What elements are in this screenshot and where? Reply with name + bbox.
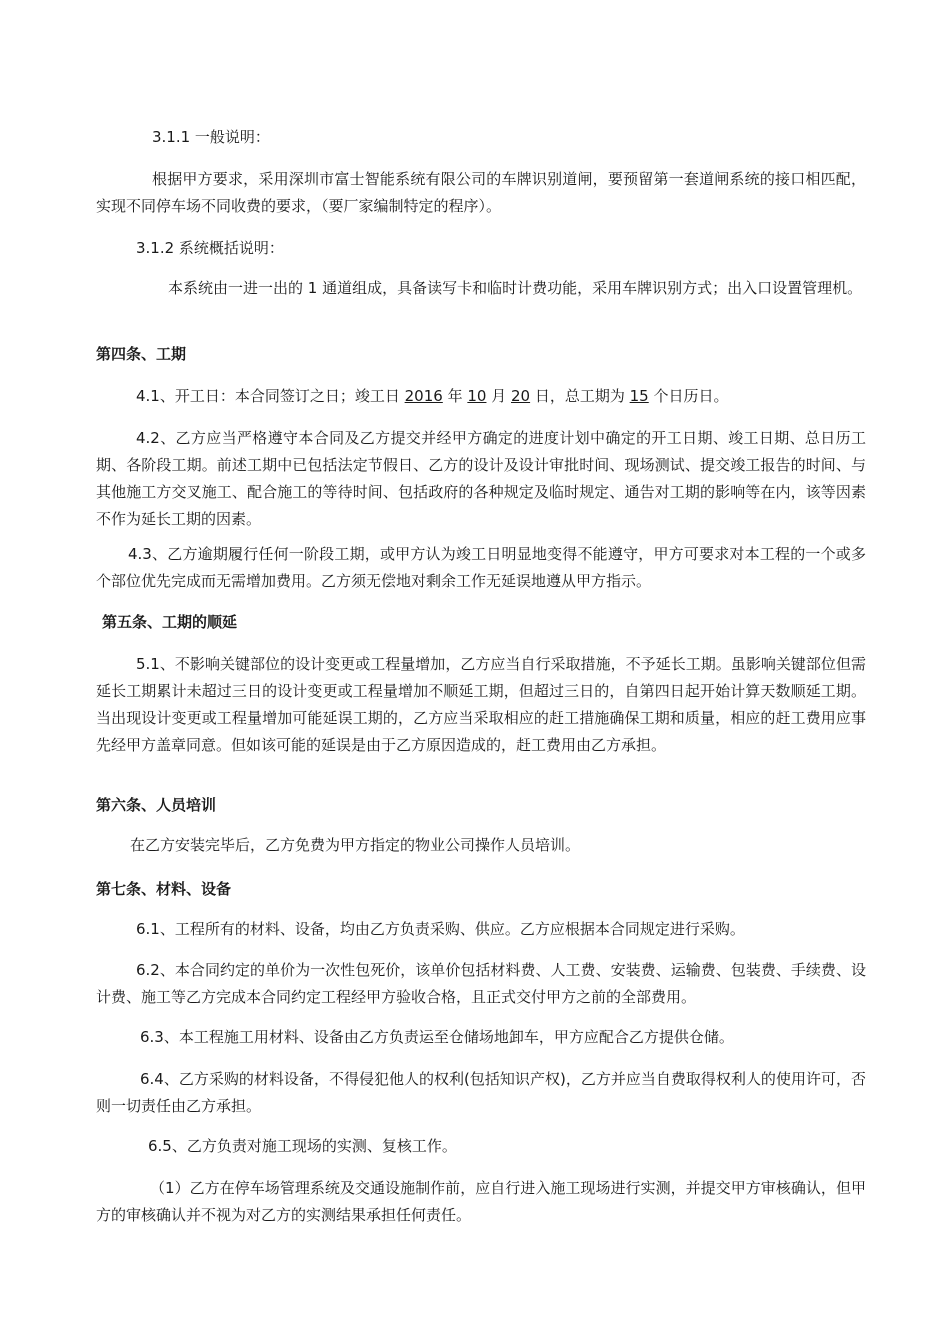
p41-text-c: 月 <box>486 387 511 405</box>
paragraph-6-5: 6.5、乙方负责对施工现场的实测、复核工作。 <box>148 1137 457 1155</box>
paragraph-6-5-1: （1）乙方在停车场管理系统及交通设施制作前，应自行进入施工现场进行实测，并提交甲方审核确认，但甲方的审核确认并不视为对乙方的实测结果承担任何责任。 <box>96 1179 866 1224</box>
p41-text-d: 日，总工期为 <box>530 387 630 405</box>
p41-text-a: 4.1、开工日：本合同签订之日；竣工日 <box>136 387 405 405</box>
p41-text-e: 个日历日。 <box>648 387 729 405</box>
article-5-heading: 第五条、工期的顺延 <box>102 613 238 631</box>
paragraph-5-1: 5.1、不影响关键部位的设计变更或工程量增加，乙方应当自行采取措施，不予延长工期。虽影响关键部位但需延长工期累计未超过三日的设计变更或工程量增加不顺延工期，但超过三日的，自第四日起开始计算天数顺延工期。当出现设计变更或工程量增加可能延误工期的，乙方应当采取相应的赶工措施确保工期和质量，相应的赶工费用应事先经甲方盖章同意。但如该可能的延误是由于乙方原因造成的，赶工费用由乙方承担。 <box>96 655 866 754</box>
paragraph-4-1 <box>96 383 866 410</box>
paragraph-4-3: 4.3、乙方逾期履行任何一阶段工期，或甲方认为竣工日明显地变得不能遵守，甲方可要求对本工程的一个或多个部位优先完成而无需增加费用。乙方须无偿地对剩余工作无延误地遵从甲方指示。 <box>96 545 866 590</box>
article-6-heading: 第六条、人员培训 <box>96 796 217 814</box>
paragraph-6-3: 6.3、本工程施工用材料、设备由乙方负责运至仓储场地卸车，甲方应配合乙方提供仓储。 <box>140 1028 734 1046</box>
completion-month: 10 <box>467 387 487 405</box>
paragraph-6-2: 6.2、本合同约定的单价为一次性包死价，该单价包括材料费、人工费、安装费、运输费、包装费、手续费、设计费、施工等乙方完成本合同约定工程经甲方验收合格，且正式交付甲方之前的全部费用。 <box>96 961 866 1006</box>
total-duration-days: 15 <box>629 387 649 405</box>
section-3-1-2-title: 3.1.2 系统概括说明： <box>136 239 284 257</box>
section-3-1-1-title: 3.1.1 一般说明： <box>152 128 270 146</box>
paragraph-6-training: 在乙方安装完毕后，乙方免费为甲方指定的物业公司操作人员培训。 <box>130 836 581 854</box>
p41-text-b: 年 <box>442 387 468 405</box>
completion-year: 2016 <box>404 387 443 405</box>
paragraph-4-2: 4.2、乙方应当严格遵守本合同及乙方提交并经甲方确定的进度计划中确定的开工日期、竣工日期、总日历工期、各阶段工期。前述工期中已包括法定节假日、乙方的设计及设计审批时间、现场测试、提交竣工报告的时间、与其他施工方交叉施工、配合施工的等待时间、包括政府的各种规定及临时规定、通告对工期的影响等在内，该等因素不作为延长工期的因素。 <box>96 429 866 528</box>
paragraph-6-1: 6.1、工程所有的材料、设备，均由乙方负责采购、供应。乙方应根据本合同规定进行采购。 <box>136 920 745 938</box>
completion-day: 20 <box>511 387 531 405</box>
article-4-heading: 第四条、工期 <box>96 345 187 363</box>
article-7-heading: 第七条、材料、设备 <box>96 880 232 898</box>
section-3-1-1-body: 根据甲方要求，采用深圳市富士智能系统有限公司的车牌识别道闸，要预留第一套道闸系统的接口相匹配，实现不同停车场不同收费的要求，（要厂家编制特定的程序）。 <box>96 170 866 215</box>
section-3-1-2-body: 本系统由一进一出的 1 通道组成，具备读写卡和临时计费功能，采用车牌识别方式；出入口设置管理机。 <box>168 279 863 297</box>
paragraph-6-4: 6.4、乙方采购的材料设备，不得侵犯他人的权利(包括知识产权)，乙方并应当自费取得权利人的使用许可，否则一切责任由乙方承担。 <box>96 1070 866 1115</box>
